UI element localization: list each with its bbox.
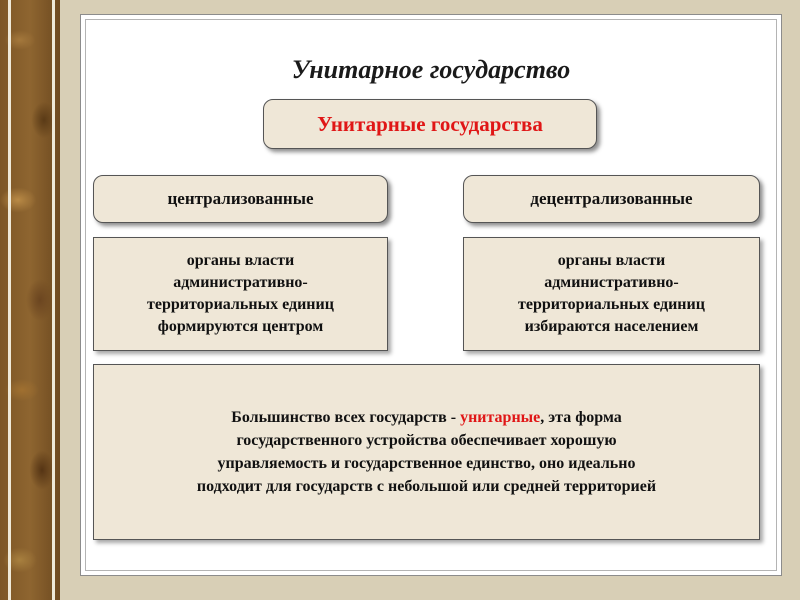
centralized-label: централизованные [167, 189, 314, 208]
centralized-description-line: органы власти [186, 252, 295, 269]
decentralized-description-line: административно- [544, 274, 679, 291]
info-text: , эта форма [540, 409, 622, 426]
main-category-label: Унитарные государства [317, 111, 543, 136]
centralized-description-line: формируются центром [157, 318, 324, 335]
decentralized-description-box [463, 237, 760, 351]
main-category-box [263, 99, 597, 149]
decentralized-box [463, 175, 760, 223]
strip-divider [8, 0, 11, 600]
info-line: государственного устройства обеспечивает хорошую [236, 432, 617, 449]
strip-divider [52, 0, 55, 600]
decentralized-description-line: избираются населением [524, 318, 699, 335]
info-line [197, 406, 656, 429]
info-line: подходит для государств с небольшой или средней территорией [196, 478, 657, 495]
centralized-description-box [93, 237, 388, 351]
info-box [93, 364, 760, 540]
info-highlight: унитарные [460, 409, 541, 426]
decentralized-label: децентрализованные [530, 189, 693, 208]
info-text: Большинство всех государств - [231, 409, 461, 426]
slide-title: Унитарное государство [291, 55, 571, 84]
info-line: управляемость и государственное единство, оно идеально [217, 455, 636, 472]
decentralized-description-line: органы власти [557, 252, 666, 269]
decentralized-description-line: территориальных единиц [518, 296, 705, 313]
slide-card [80, 14, 782, 576]
centralized-box [93, 175, 388, 223]
centralized-description-line: административно- [173, 274, 308, 291]
centralized-description-line: территориальных единиц [147, 296, 334, 313]
